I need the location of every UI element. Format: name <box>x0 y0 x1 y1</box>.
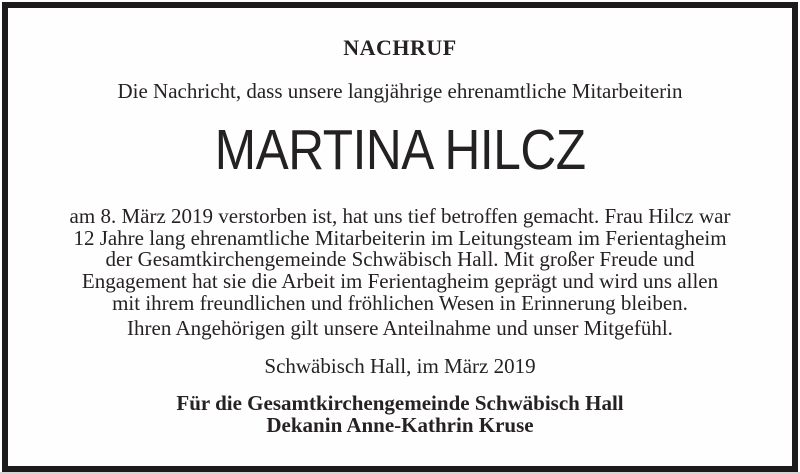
obituary-content <box>8 8 792 466</box>
notice-kicker: NACHRUF <box>343 35 457 60</box>
deceased-name-text: MARTINA HILCZ <box>214 118 586 182</box>
body-line-2: 12 Jahre lang ehrenamtliche Mitarbeiterin im Leitungsteam im Ferientagheim <box>73 225 727 250</box>
notice-body <box>8 206 792 315</box>
deceased-name <box>8 120 792 180</box>
obituary-frame <box>2 2 798 472</box>
notice-intro-line: Die Nachricht, dass unsere langjährige ehrenamtliche Mitarbeiterin <box>117 79 683 103</box>
condolence-line: Ihren Angehörigen gilt unsere Anteilnahme und unser Mitgefühl. <box>127 315 673 340</box>
place-date-line: Schwäbisch Hall, im März 2019 <box>264 353 536 378</box>
body-line-4: Engagement hat sie die Arbeit im Ferientagheim geprägt und wird uns allen <box>81 269 719 294</box>
body-line-3: der Gesamtkirchengemeinde Schwäbisch Hall. Mit großer Freude und <box>105 247 695 272</box>
body-line-5: mit ihrem freundlichen und fröhlichen Wesen in Erinnerung bleiben. <box>112 290 688 315</box>
body-line-1: am 8. März 2019 verstorben ist, hat uns tief betroffen gemacht. Frau Hilcz war <box>69 204 731 228</box>
signature-organization: Für die Gesamtkirchengemeinde Schwäbisch Hall <box>176 390 624 415</box>
signature-person: Dekanin Anne-Kathrin Kruse <box>266 412 534 437</box>
